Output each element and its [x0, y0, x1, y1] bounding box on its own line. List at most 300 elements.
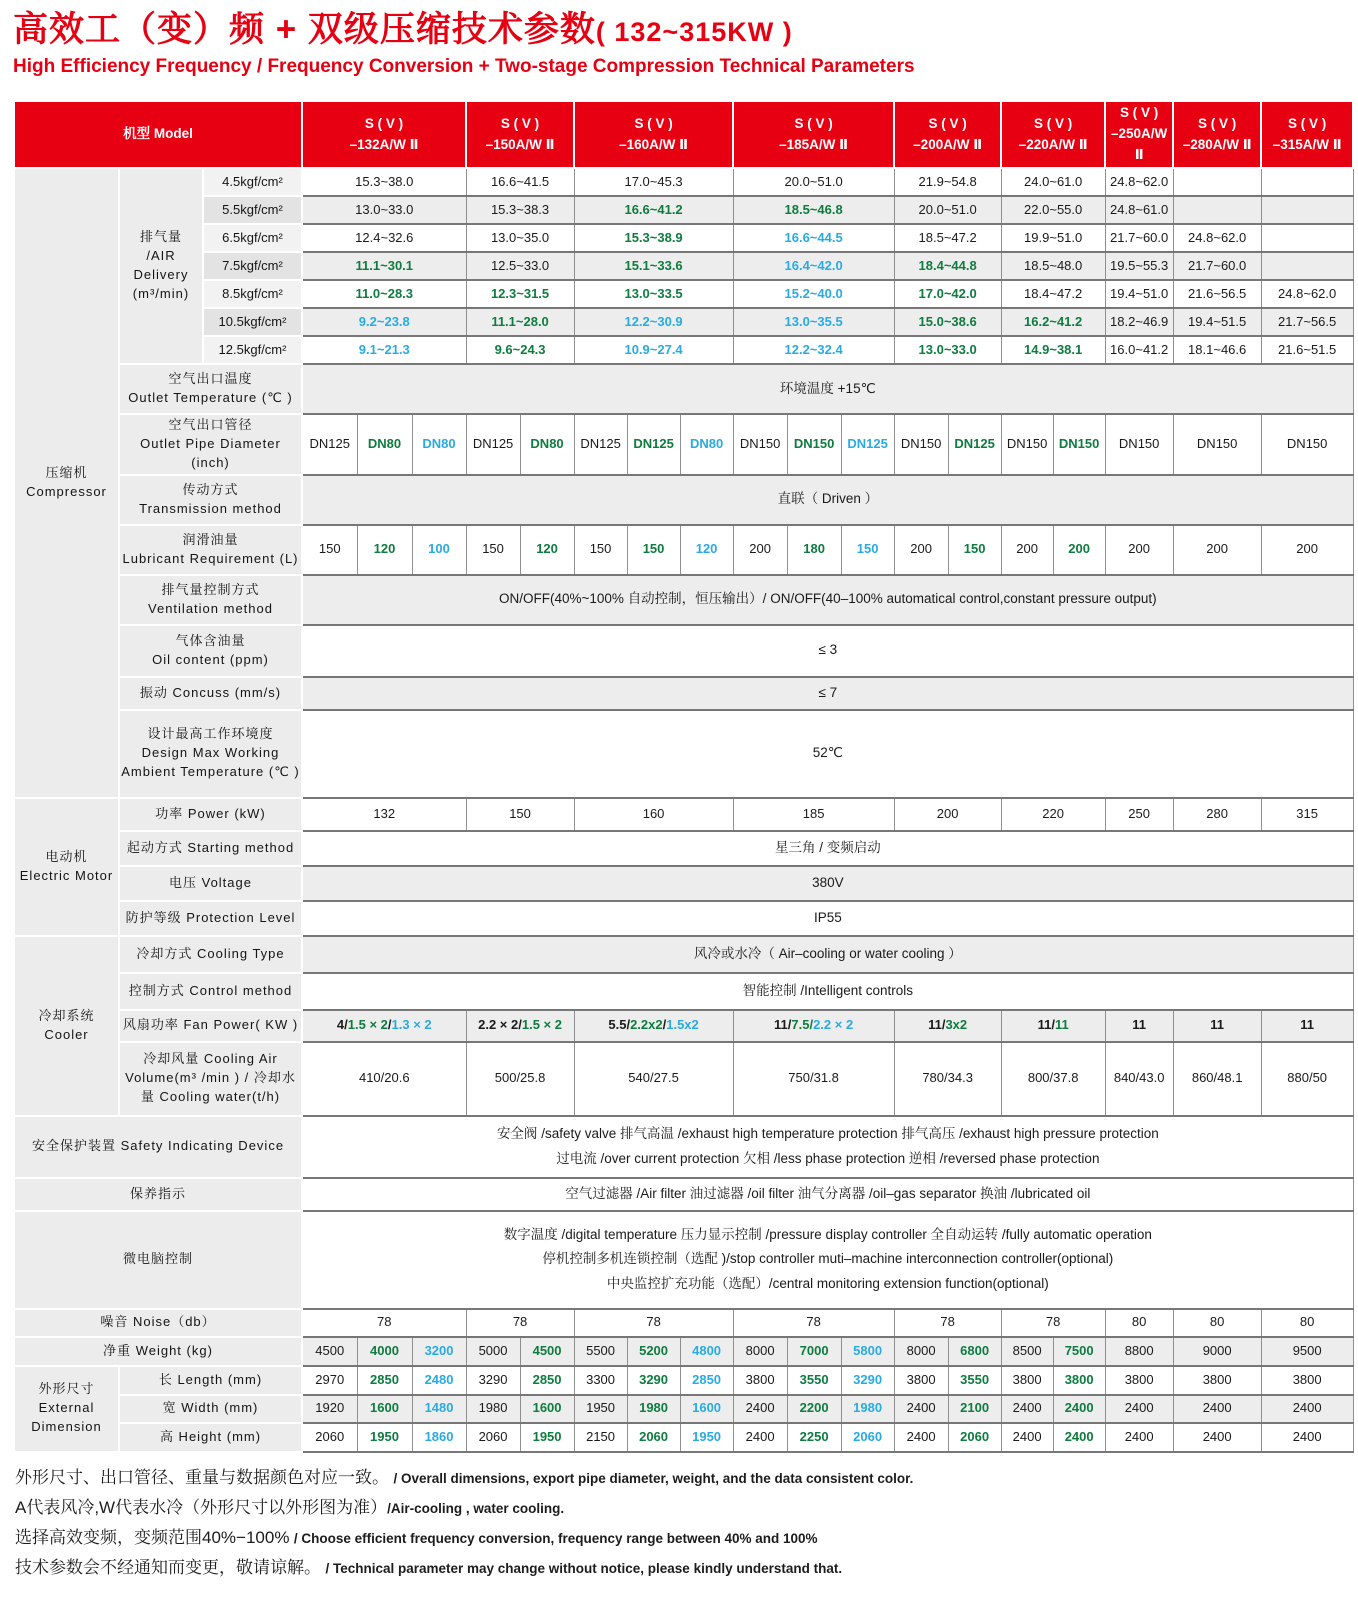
table-row-power — [14, 798, 1353, 831]
model-series-7: S ( V ) — [1198, 115, 1237, 131]
cell-safety-device — [302, 1116, 1353, 1178]
value-noise-m0: 78 — [377, 1314, 392, 1330]
value-air-6-5-m2: 15.3~38.9 — [624, 229, 683, 245]
value-protection-level-line-1: IP55 — [813, 909, 842, 925]
cell-transmission — [302, 475, 1353, 525]
cell-height-m3-s0 — [733, 1423, 787, 1452]
cell-air-10-5-m2 — [574, 308, 733, 336]
value-fan-power-m3-seg1: 7.5/ — [791, 1017, 814, 1033]
row-label-microcomputer-control — [14, 1211, 302, 1309]
group-power-line-2: Electric Motor — [19, 867, 114, 883]
cell-cooling-air-volume-m6 — [1105, 1042, 1173, 1116]
cell-lubricant-m3-s2 — [841, 525, 894, 575]
label-maintenance-indication-line-1: 保养指示 — [130, 1185, 187, 1201]
row-label-fan-power — [119, 1010, 302, 1042]
value-air-7-5-m2: 15.1~33.6 — [624, 257, 683, 273]
cell-noise-m7 — [1173, 1309, 1261, 1337]
table-row-height — [14, 1423, 1353, 1452]
value-net-weight-m8-s0: 9500 — [1292, 1342, 1322, 1358]
model-header-220 — [1001, 101, 1105, 168]
value-air-12-5-m1: 9.6~24.3 — [494, 341, 546, 357]
value-air-6-5-m3: 16.6~44.5 — [784, 229, 843, 245]
model-header-132 — [302, 101, 466, 168]
group-cooling-type-line-2: Cooler — [44, 1026, 89, 1042]
cell-net-weight-m1-s0 — [466, 1337, 520, 1366]
cell-air-6-5-m0 — [302, 224, 466, 252]
value-air-12-5-m7: 18.1~46.6 — [1188, 341, 1247, 357]
value-fan-power-m7-seg0: 11 — [1210, 1017, 1225, 1033]
group-length-line-2: External — [38, 1400, 95, 1416]
value-power-m5: 220 — [1042, 805, 1064, 821]
cell-fan-power-m5 — [1001, 1010, 1105, 1042]
table-row-air-8-5 — [14, 280, 1353, 308]
cell-lubricant-m2-s0 — [574, 525, 627, 575]
value-air-5-5-m4: 20.0~51.0 — [918, 201, 977, 217]
cell-width-m1-s1 — [520, 1395, 574, 1423]
label-cooling-air-volume-line-1: 冷却风量 Cooling Air — [143, 1051, 278, 1067]
value-power-m7: 280 — [1206, 805, 1228, 821]
cell-lubricant-m3-s0 — [733, 525, 787, 575]
label-concuss-line-1: 振动 Concuss (mm/s) — [139, 684, 282, 700]
table-row-cooling-air-volume — [14, 1042, 1353, 1116]
cell-lubricant-m1-s0 — [466, 525, 520, 575]
model-header-315 — [1261, 101, 1353, 168]
cell-width-m2-s0 — [574, 1395, 627, 1423]
cell-pipe-diameter-m1-s0 — [466, 414, 520, 475]
model-number-7: –280A/W Ⅱ — [1182, 136, 1252, 152]
cell-air-10-5-m6 — [1105, 308, 1173, 336]
cell-air-7-5-m6 — [1105, 252, 1173, 280]
model-number-0: –132A/W Ⅱ — [349, 136, 419, 152]
value-height-m5-s0: 2400 — [1012, 1428, 1042, 1444]
value-width-m4-s1: 2100 — [960, 1400, 990, 1416]
cell-cooling-air-volume-m7 — [1173, 1042, 1261, 1116]
label-power-line-1: 功率 Power (kW) — [155, 805, 266, 821]
value-air-6-5-m5: 19.9~51.0 — [1024, 229, 1083, 245]
value-length-m5-s0: 3800 — [1012, 1371, 1042, 1387]
model-header-200 — [894, 101, 1001, 168]
value-cooling-air-volume-m8: 880/50 — [1287, 1070, 1328, 1086]
cell-lubricant-m5-s1 — [1053, 525, 1105, 575]
value-cooling-air-volume-m5: 800/37.8 — [1027, 1070, 1079, 1086]
value-fan-power-m8-seg0: 11 — [1300, 1017, 1315, 1033]
value-pipe-diameter-m5-s0: DN150 — [1006, 436, 1048, 452]
value-air-7-5-m4: 18.4~44.8 — [918, 257, 977, 273]
pressure-label-air-8-5: 8.5kgf/cm² — [203, 280, 302, 308]
cell-noise-m3 — [733, 1309, 894, 1337]
value-net-weight-m4-s1: 6800 — [960, 1342, 990, 1358]
value-pipe-diameter-m1-s0: DN125 — [472, 436, 514, 452]
value-air-10-5-m3: 13.0~35.5 — [784, 313, 843, 329]
value-lubricant-m3-s1: 180 — [803, 541, 825, 557]
cell-protection-level — [302, 901, 1353, 936]
value-net-weight-m7-s0: 9000 — [1202, 1342, 1232, 1358]
cell-width-m4-s1 — [948, 1395, 1001, 1423]
cell-power-m6 — [1105, 798, 1173, 831]
value-air-4-5-m2: 17.0~45.3 — [624, 173, 683, 189]
value-air-10-5-m2: 12.2~30.9 — [624, 313, 683, 329]
cell-height-m3-s2 — [841, 1423, 894, 1452]
cell-air-7-5-m7 — [1173, 252, 1261, 280]
row-label-starting-method — [119, 831, 302, 866]
group-length-line-3: Dimension — [31, 1418, 102, 1434]
row-label-ventilation — [119, 575, 302, 625]
cell-lubricant-m4-s1 — [948, 525, 1001, 575]
value-air-5-5-m6: 24.8~61.0 — [1110, 201, 1169, 217]
cell-air-4-5-m5 — [1001, 168, 1105, 196]
cell-width-m3-s2 — [841, 1395, 894, 1423]
value-air-7-5-m3: 16.4~42.0 — [784, 257, 843, 273]
value-fan-power-m0-seg3: 1.3 × 2 — [391, 1017, 432, 1033]
page-title — [13, 10, 1345, 50]
value-cooling-air-volume-m1: 500/25.8 — [494, 1070, 546, 1086]
value-lubricant-m2-s0: 150 — [589, 541, 612, 557]
cell-air-8-5-m7 — [1173, 280, 1261, 308]
table-row-safety-device — [14, 1116, 1353, 1178]
group-air-4-5-line-2: Compressor — [26, 483, 107, 499]
cell-air-10-5-m4 — [894, 308, 1001, 336]
value-height-m7-s0: 2400 — [1202, 1428, 1232, 1444]
table-row-design-max-temp — [14, 710, 1353, 798]
cell-length-m4-s0 — [894, 1366, 948, 1395]
label-starting-method-line-1: 起动方式 Starting method — [126, 839, 295, 855]
label-voltage-line-1: 电压 Voltage — [169, 874, 252, 890]
value-power-m4: 200 — [936, 805, 959, 821]
value-fan-power-m5-seg0: 11/ — [1037, 1017, 1055, 1033]
value-lubricant-m1-s0: 150 — [482, 541, 504, 557]
cell-air-12-5-m3 — [733, 336, 894, 364]
cell-power-m8 — [1261, 798, 1353, 831]
cell-air-12-5-m6 — [1105, 336, 1173, 364]
cell-net-weight-m0-s2 — [412, 1337, 466, 1366]
label-width-line-1: 宽 Width (mm) — [162, 1400, 259, 1416]
group-air-4-5-line-1: 压缩机 — [45, 464, 88, 480]
cell-air-12-5-m8 — [1261, 336, 1353, 364]
cell-noise-m5 — [1001, 1309, 1105, 1337]
model-header-160 — [574, 101, 733, 168]
value-pipe-diameter-m8-s0: DN150 — [1286, 436, 1328, 452]
value-air-12-5-m5: 14.9~38.1 — [1024, 341, 1083, 357]
cell-air-7-5-m0 — [302, 252, 466, 280]
value-length-m6-s0: 3800 — [1124, 1371, 1154, 1387]
value-pipe-diameter-m4-s1: DN125 — [954, 436, 995, 452]
cell-pipe-diameter-m5-s1 — [1053, 414, 1105, 475]
value-lubricant-m7-s0: 200 — [1206, 541, 1228, 557]
cell-air-5-5-m6 — [1105, 196, 1173, 224]
model-number-6: –250A/W Ⅱ — [1111, 126, 1168, 163]
value-lubricant-m5-s1: 200 — [1068, 541, 1090, 557]
value-length-m2-s0: 3300 — [586, 1371, 616, 1387]
table-row-air-12-5 — [14, 336, 1353, 364]
table-row-lubricant — [14, 525, 1353, 575]
model-series-6: S ( V ) — [1120, 105, 1159, 121]
value-air-12-5-m6: 16.0~41.2 — [1110, 341, 1169, 357]
cell-length-m0-s1 — [357, 1366, 412, 1395]
cell-length-m5-s1 — [1053, 1366, 1105, 1395]
label-pipe-diameter-line-2: Outlet Pipe Diameter (inch) — [140, 435, 281, 470]
cell-length-m2-s0 — [574, 1366, 627, 1395]
value-outlet-temp-line-1: 环境温度 +15℃ — [779, 380, 876, 396]
value-power-m0: 132 — [373, 805, 396, 821]
model-number-4: –200A/W Ⅱ — [913, 136, 983, 152]
cell-pipe-diameter-m1-s1 — [520, 414, 574, 475]
value-air-8-5-m2: 13.0~33.5 — [624, 285, 683, 301]
cell-air-12-5-m2 — [574, 336, 733, 364]
cell-air-4-5-m1 — [466, 168, 574, 196]
table-row-net-weight — [14, 1337, 1353, 1366]
cell-width-m0-s0 — [302, 1395, 357, 1423]
cell-pipe-diameter-m0-s1 — [357, 414, 412, 475]
cell-power-m2 — [574, 798, 733, 831]
cell-height-m4-s0 — [894, 1423, 948, 1452]
spec-table — [13, 100, 1354, 1452]
value-starting-method-line-1: 星三角 / 变频启动 — [774, 839, 881, 855]
value-fan-power-m2-seg1: 2.2x2 — [630, 1017, 663, 1033]
cell-net-weight-m4-s0 — [894, 1337, 948, 1366]
group-label-length — [14, 1366, 119, 1452]
cell-net-weight-m6-s0 — [1105, 1337, 1173, 1366]
cell-air-5-5-m7 — [1173, 196, 1261, 224]
value-length-m3-s2: 3290 — [853, 1371, 883, 1387]
model-number-3: –185A/W Ⅱ — [779, 136, 849, 152]
cell-pipe-diameter-m3-s0 — [733, 414, 787, 475]
value-cooling-air-volume-m0: 410/20.6 — [358, 1070, 410, 1086]
value-air-12-5-m8: 21.6~51.5 — [1278, 341, 1337, 357]
value-cooling-air-volume-m7: 860/48.1 — [1191, 1070, 1243, 1086]
value-lubricant-m2-s1: 150 — [642, 541, 665, 557]
cell-pipe-diameter-m0-s0 — [302, 414, 357, 475]
footnote-3-en: / Choose efficient frequency conversion, frequency range between 40% and 100% — [293, 1530, 818, 1546]
value-height-m0-s2: 1860 — [424, 1428, 454, 1444]
cell-width-m2-s2 — [680, 1395, 733, 1423]
value-air-10-5-m7: 19.4~51.5 — [1188, 313, 1247, 329]
value-length-m1-s1: 2850 — [532, 1371, 562, 1387]
footnote-4-zh: 技术参数会不经通知而变更，敬请谅解。 — [15, 1557, 321, 1577]
value-lubricant-m4-s1: 150 — [963, 541, 986, 557]
cell-power-m4 — [894, 798, 1001, 831]
cell-length-m1-s0 — [466, 1366, 520, 1395]
value-fan-power-m1-seg1: 1.5 × 2 — [521, 1017, 562, 1033]
cell-height-m0-s1 — [357, 1423, 412, 1452]
cell-length-m2-s1 — [627, 1366, 680, 1395]
cell-pipe-diameter-m2-s0 — [574, 414, 627, 475]
value-net-weight-m4-s0: 8000 — [906, 1342, 936, 1358]
cell-fan-power-m2 — [574, 1010, 733, 1042]
row-label-safety-device — [14, 1116, 302, 1178]
value-cooling-air-volume-m6: 840/43.0 — [1113, 1070, 1165, 1086]
cell-air-6-5-m5 — [1001, 224, 1105, 252]
cell-net-weight-m7-s0 — [1173, 1337, 1261, 1366]
value-height-m4-s0: 2400 — [906, 1428, 936, 1444]
cell-air-10-5-m7 — [1173, 308, 1261, 336]
value-air-8-5-m3: 15.2~40.0 — [784, 285, 843, 301]
value-pipe-diameter-m6-s0: DN150 — [1118, 436, 1160, 452]
value-fan-power-m0-seg2: / — [387, 1017, 392, 1033]
value-lubricant-m6-s0: 200 — [1128, 541, 1150, 557]
table-row-maintenance-indication — [14, 1178, 1353, 1211]
cell-air-10-5-m5 — [1001, 308, 1105, 336]
cell-air-10-5-m1 — [466, 308, 574, 336]
label-noise-line-1: 噪音 Noise（db） — [100, 1314, 216, 1330]
row-label-height — [119, 1423, 302, 1452]
cell-air-12-5-m7 — [1173, 336, 1261, 364]
cell-length-m1-s1 — [520, 1366, 574, 1395]
cell-cooling-air-volume-m3 — [733, 1042, 894, 1116]
value-fan-power-m2-seg0: 5.5/ — [608, 1017, 631, 1033]
model-series-0: S ( V ) — [364, 115, 404, 131]
label-protection-level-line-1: 防护等级 Protection Level — [125, 909, 296, 925]
model-header-150 — [466, 101, 574, 168]
value-fan-power-m4-seg0: 11/ — [928, 1017, 946, 1033]
row-label-cooling-air-volume — [119, 1042, 302, 1116]
value-width-m0-s1: 1600 — [370, 1400, 399, 1416]
cell-noise-m8 — [1261, 1309, 1353, 1337]
value-fan-power-m1-seg0: 2.2 × 2/ — [478, 1017, 522, 1033]
value-power-m1: 150 — [509, 805, 531, 821]
footnote-1 — [15, 1465, 1345, 1491]
model-series-2: S ( V ) — [634, 115, 673, 131]
value-air-8-5-m1: 12.3~31.5 — [490, 285, 550, 301]
value-length-m0-s0: 2970 — [315, 1371, 345, 1387]
value-width-m5-s1: 2400 — [1064, 1400, 1094, 1416]
value-air-12-5-m2: 10.9~27.4 — [624, 341, 683, 357]
label-outlet-temp-line-1: 空气出口温度 — [168, 371, 253, 387]
row-label-maintenance-indication — [14, 1178, 302, 1211]
model-header-280 — [1173, 101, 1261, 168]
table-row-pipe-diameter — [14, 414, 1353, 475]
cell-length-m4-s1 — [948, 1366, 1001, 1395]
value-height-m4-s1: 2060 — [960, 1428, 990, 1444]
footnote-2-zh: A代表风冷,W代表水冷（外形尺寸以外形图为准） — [15, 1497, 388, 1517]
value-cooling-type-line-1: 风冷或水冷（ Air–cooling or water cooling ） — [693, 945, 962, 961]
value-pipe-diameter-m3-s2: DN125 — [847, 436, 888, 452]
model-corner-cell: 机型 Model — [14, 101, 302, 168]
value-microcomputer-control-line-2: 停机控制多机连锁控制（选配 )/stop controller muti–machine interconnection controller(optional) — [542, 1251, 1114, 1267]
value-air-6-5-m4: 18.5~47.2 — [918, 229, 977, 245]
value-voltage-line-1: 380V — [812, 874, 844, 890]
pressure-label-air-5-5: 5.5kgf/cm² — [203, 196, 302, 224]
cell-power-m7 — [1173, 798, 1261, 831]
label-ventilation-line-1: 排气量控制方式 — [161, 581, 260, 597]
value-air-10-5-m1: 11.1~28.0 — [491, 313, 549, 329]
value-pipe-diameter-m7-s0: DN150 — [1196, 436, 1238, 452]
cell-width-m5-s1 — [1053, 1395, 1105, 1423]
row-label-cooling-type — [119, 936, 302, 973]
cell-air-8-5-m3 — [733, 280, 894, 308]
cell-lubricant-m2-s1 — [627, 525, 680, 575]
footnotes — [13, 1465, 1345, 1581]
cell-air-4-5-m3 — [733, 168, 894, 196]
value-net-weight-m0-s0: 4500 — [315, 1342, 345, 1358]
value-net-weight-m2-s1: 5200 — [639, 1342, 669, 1358]
cell-air-4-5-m7 — [1173, 168, 1261, 196]
cell-net-weight-m2-s2 — [680, 1337, 733, 1366]
value-transmission-line-1: 直联（ Driven ） — [777, 491, 879, 507]
value-width-m1-s0: 1980 — [478, 1400, 508, 1416]
value-height-m1-s0: 2060 — [478, 1428, 508, 1444]
cell-cooling-type — [302, 936, 1353, 973]
value-net-weight-m0-s2: 3200 — [424, 1342, 454, 1358]
cell-pipe-diameter-m2-s2 — [680, 414, 733, 475]
value-fan-power-m5-seg1: 11 — [1054, 1017, 1069, 1033]
table-row-transmission — [14, 475, 1353, 525]
label-transmission-line-2: Transmission method — [139, 500, 282, 516]
cell-air-7-5-m1 — [466, 252, 574, 280]
cell-width-m2-s1 — [627, 1395, 680, 1423]
cell-lubricant-m0-s2 — [412, 525, 466, 575]
cell-pipe-diameter-m0-s2 — [412, 414, 466, 475]
value-air-4-5-m6: 24.8~62.0 — [1110, 173, 1169, 189]
value-width-m8-s0: 2400 — [1292, 1400, 1322, 1416]
value-pipe-diameter-m2-s2: DN80 — [689, 436, 724, 452]
value-width-m2-s1: 1980 — [639, 1400, 669, 1416]
cell-length-m3-s1 — [787, 1366, 841, 1395]
value-length-m8-s0: 3800 — [1292, 1371, 1322, 1387]
cell-power-m1 — [466, 798, 574, 831]
value-noise-m7: 80 — [1209, 1314, 1225, 1330]
cell-air-8-5-m4 — [894, 280, 1001, 308]
value-air-7-5-m0: 11.1~30.1 — [355, 257, 414, 273]
value-height-m8-s0: 2400 — [1292, 1428, 1322, 1444]
cell-height-m7-s0 — [1173, 1423, 1261, 1452]
cell-width-m6-s0 — [1105, 1395, 1173, 1423]
value-noise-m6: 80 — [1131, 1314, 1147, 1330]
value-fan-power-m6-seg0: 11 — [1132, 1017, 1147, 1033]
value-net-weight-m6-s0: 8800 — [1124, 1342, 1154, 1358]
cell-pipe-diameter-m7-s0 — [1173, 414, 1261, 475]
value-width-m3-s2: 1980 — [853, 1400, 883, 1416]
cell-control-method — [302, 973, 1353, 1010]
value-air-12-5-m3: 12.2~32.4 — [784, 341, 843, 357]
value-pipe-diameter-m4-s0: DN150 — [900, 436, 942, 452]
table-row-air-6-5 — [14, 224, 1353, 252]
cell-air-8-5-m1 — [466, 280, 574, 308]
cell-width-m0-s1 — [357, 1395, 412, 1423]
table-row-control-method — [14, 973, 1353, 1010]
value-net-weight-m5-s0: 8500 — [1012, 1342, 1042, 1358]
cell-noise-m0 — [302, 1309, 466, 1337]
page-subtitle: High Efficiency Frequency / Frequency Conversion + Two-stage Compression Technical Parameters — [13, 56, 915, 78]
value-cooling-air-volume-m2: 540/27.5 — [628, 1070, 679, 1086]
value-air-5-5-m3: 18.5~46.8 — [784, 201, 843, 217]
cell-outlet-temp — [302, 364, 1353, 414]
row-label-noise — [14, 1309, 302, 1337]
row-label-transmission — [119, 475, 302, 525]
value-fan-power-m0-seg1: 1.5 × 2 — [347, 1017, 388, 1033]
cell-length-m0-s2 — [412, 1366, 466, 1395]
value-pipe-diameter-m0-s0: DN125 — [309, 436, 350, 452]
value-width-m0-s0: 1920 — [315, 1400, 345, 1416]
value-lubricant-m8-s0: 200 — [1296, 541, 1318, 557]
cell-air-8-5-m8 — [1261, 280, 1353, 308]
value-microcomputer-control-line-1: 数字温度 /digital temperature 压力显示控制 /pressure display controller 全自动运转 /fully automatic operation — [503, 1227, 1152, 1243]
value-air-7-5-m1: 12.5~33.0 — [490, 257, 550, 273]
cell-lubricant-m4-s0 — [894, 525, 948, 575]
cell-fan-power-m3 — [733, 1010, 894, 1042]
table-row-microcomputer-control — [14, 1211, 1353, 1309]
cell-fan-power-m6 — [1105, 1010, 1173, 1042]
model-header-250 — [1105, 101, 1173, 168]
value-pipe-diameter-m5-s1: DN150 — [1058, 436, 1100, 452]
cell-cooling-air-volume-m2 — [574, 1042, 733, 1116]
table-row-protection-level — [14, 901, 1353, 936]
value-air-7-5-m5: 18.5~48.0 — [1024, 257, 1083, 273]
value-length-m3-s0: 3800 — [745, 1371, 775, 1387]
cell-air-6-5-m7 — [1173, 224, 1261, 252]
value-height-m1-s1: 1950 — [532, 1428, 562, 1444]
value-length-m0-s2: 2480 — [424, 1371, 454, 1387]
footnote-1-zh: 外形尺寸、出口管径、重量与数据颜色对应一致。 — [15, 1467, 389, 1487]
